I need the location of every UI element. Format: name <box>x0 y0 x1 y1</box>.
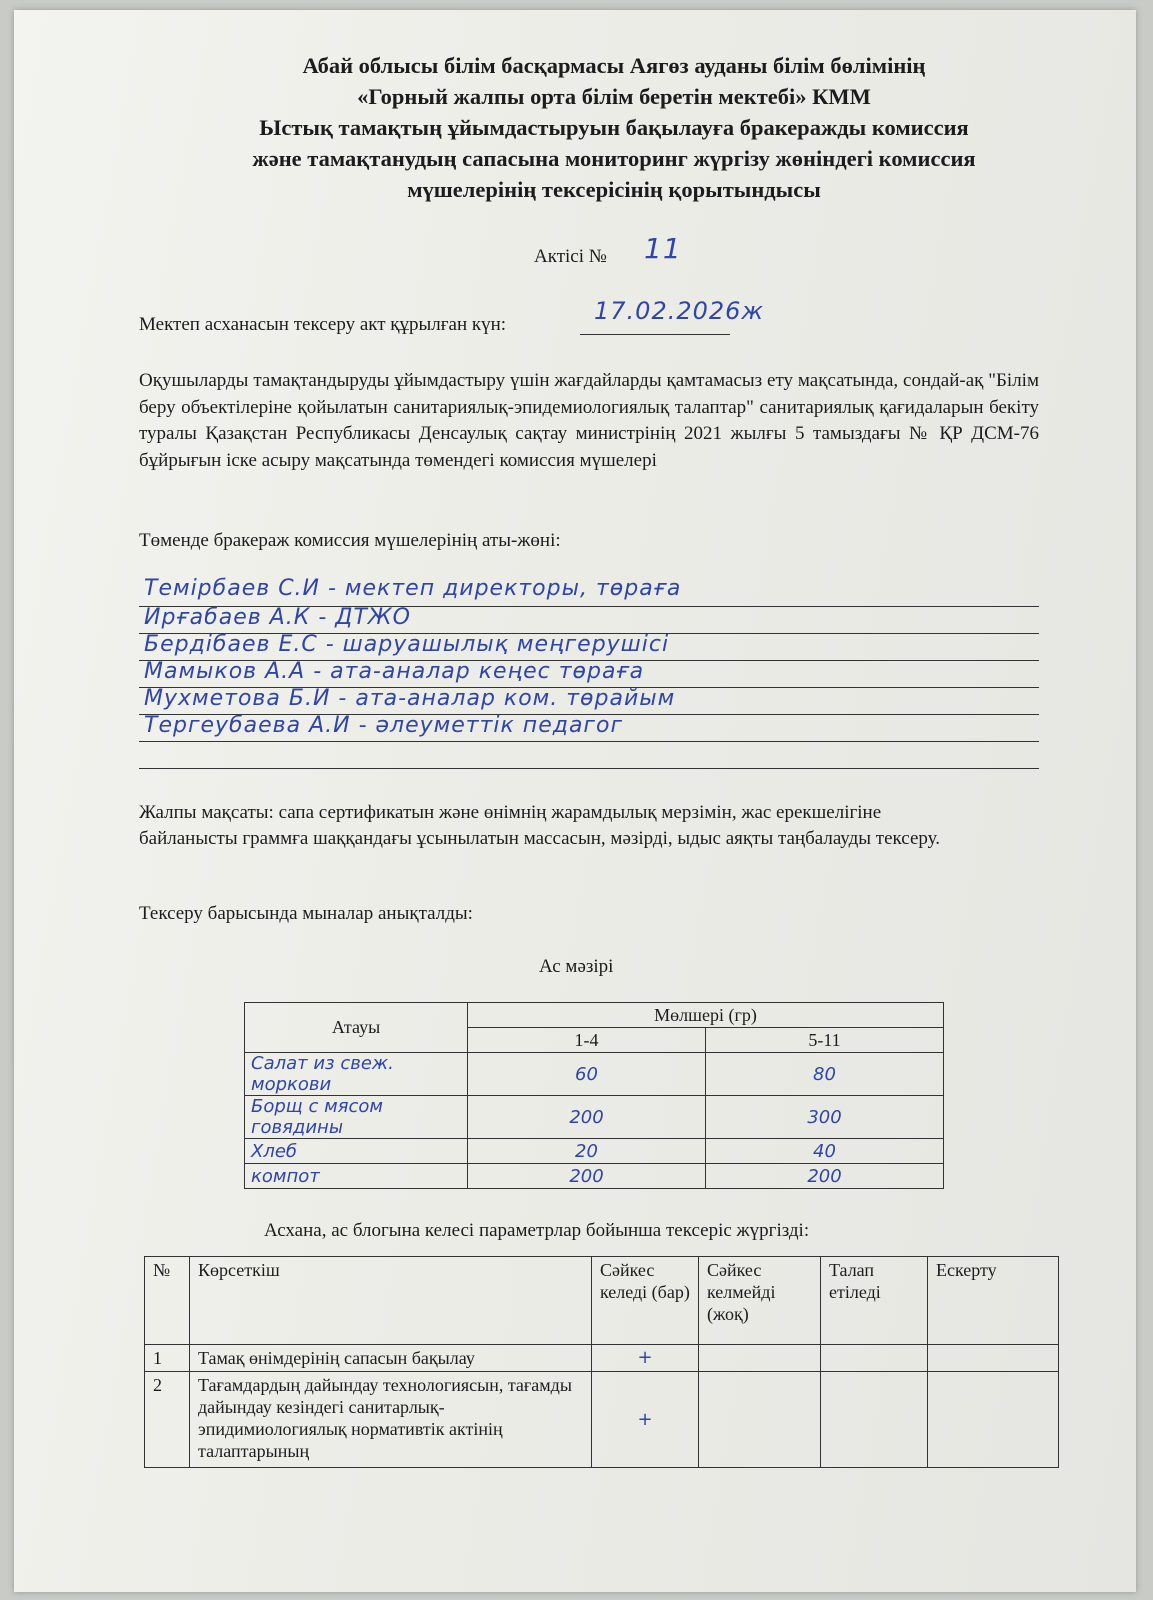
check-note-cell <box>928 1345 1059 1372</box>
check-table <box>144 1256 1059 1468</box>
table-row <box>145 1372 1059 1468</box>
menu-amount: 200 <box>706 1164 944 1189</box>
table-row <box>145 1345 1059 1372</box>
menu-amount: 20 <box>468 1139 706 1164</box>
menu-item-name: Салат из свеж. моркови <box>245 1053 468 1096</box>
member-name: Мамыков А.А - ата-аналар кеңес төраға <box>144 659 645 684</box>
table-header: Көрсеткіш <box>190 1257 592 1345</box>
title-line: мүшелерінің тексерісінің қорытындысы <box>407 177 821 202</box>
act-label: Актісі № <box>534 246 607 267</box>
menu-item-name: компот <box>245 1164 468 1189</box>
table-row <box>145 1257 1059 1345</box>
title-line: және тамақтанудың сапасына мониторинг жүргізу жөніндегі комиссия <box>252 146 976 171</box>
document-title <box>144 50 1084 205</box>
check-num: 1 <box>145 1345 190 1372</box>
member-line <box>139 768 1039 769</box>
menu-title: Ас мәзірі <box>539 956 614 977</box>
check-yes-mark: + <box>592 1345 699 1372</box>
check-title: Асхана, ас блогына келесі параметрлар бойынша тексеріс жүргізді: <box>264 1220 810 1241</box>
title-line: «Горный жалпы орта білім беретін мектебі» КММ <box>357 84 871 109</box>
check-note-cell <box>928 1372 1059 1468</box>
menu-item-name: Хлеб <box>245 1139 468 1164</box>
table-header: Ескерту <box>928 1257 1059 1345</box>
check-indicator: Тағамдардың дайындау технологиясын, тағамды дайындау кезіндегі санитарлық-эпидимиологиялық нормативтік актінің талаптарының <box>190 1372 592 1468</box>
intro-paragraph: Оқушыларды тамақтандыруды ұйымдастыру үшін жағдайларды қамтамасыз ету мақсатында, сондай-ақ "Білім беру объектілеріне қойылатын санитариялық-эпидемиологиялық талаптар" санитариялық қағидаларын бекіту туралы Қазақстан Республикасы Денсаулық сақтау министрінің 2021 жылғы 5 тамыздағы № ҚР ДСМ-76 бұйрығын іске асыру мақсатында төмендегі комиссия мүшелері <box>139 370 1039 471</box>
member-name: Мухметова Б.И - ата-аналар ком. төрайым <box>144 686 676 711</box>
date-label: Мектеп асханасын тексеру акт құрылған күн: <box>139 314 507 335</box>
title-line: Абай облысы білім басқармасы Аягөз ауданы білім бөлімінің <box>302 53 926 78</box>
menu-amount: 200 <box>468 1096 706 1139</box>
table-header: 1-4 <box>468 1028 706 1053</box>
member-name: Ирғабаев А.К - ДТЖО <box>144 605 411 630</box>
act-number: 11 <box>644 232 682 265</box>
table-header: Сәйкес келмейді (жоқ) <box>699 1257 821 1345</box>
table-row <box>245 1164 944 1189</box>
check-required-cell <box>821 1372 928 1468</box>
check-yes-mark: + <box>592 1372 699 1468</box>
table-header: Мөлшері (гр) <box>468 1003 944 1028</box>
menu-amount: 60 <box>468 1053 706 1096</box>
table-row <box>245 1003 944 1028</box>
members-label: Төменде бракераж комиссия мүшелерінің аты-жөні: <box>139 530 561 551</box>
check-no-cell <box>699 1345 821 1372</box>
member-name: Тергеубаева А.И - әлеуметтік педагог <box>144 713 623 738</box>
member-name: Бердібаев Е.С - шаруашылық меңгерушісі <box>144 632 670 657</box>
title-line: Ыстық тамақтың ұйымдастыруын бақылауға бракеражды комиссия <box>259 115 969 140</box>
found-label: Тексеру барысында мыналар анықталды: <box>139 903 473 924</box>
table-row <box>245 1096 944 1139</box>
goal-paragraph: Жалпы мақсаты: сапа сертификатын және өнімнің жарамдылық мерзімін, жас ерекшелігіне байланысты граммға шаққандағы ұсынылатын массасын, мәзірді, ыдыс аяқты таңбалауды тексеру. <box>139 802 940 849</box>
check-required-cell <box>821 1345 928 1372</box>
check-no-cell <box>699 1372 821 1468</box>
member-line <box>139 741 1039 742</box>
table-header: № <box>145 1257 190 1345</box>
member-name: Темірбаев С.И - мектеп директоры, төраға <box>144 576 682 601</box>
menu-amount: 200 <box>468 1164 706 1189</box>
menu-table <box>244 1002 944 1189</box>
menu-item-name: Борщ с мясом говядины <box>245 1096 468 1139</box>
table-row <box>245 1139 944 1164</box>
table-header: Сәйкес келеді (бар) <box>592 1257 699 1345</box>
date-underline <box>580 334 730 335</box>
date-value: 17.02.2026ж <box>594 297 765 325</box>
menu-amount: 300 <box>706 1096 944 1139</box>
document-sheet <box>14 10 1136 1592</box>
menu-amount: 80 <box>706 1053 944 1096</box>
table-row <box>245 1053 944 1096</box>
check-num: 2 <box>145 1372 190 1468</box>
table-header: 5-11 <box>706 1028 944 1053</box>
table-header: Атауы <box>245 1003 468 1053</box>
check-indicator: Тамақ өнімдерінің сапасын бақылау <box>190 1345 592 1372</box>
menu-amount: 40 <box>706 1139 944 1164</box>
table-header: Талап етіледі <box>821 1257 928 1345</box>
